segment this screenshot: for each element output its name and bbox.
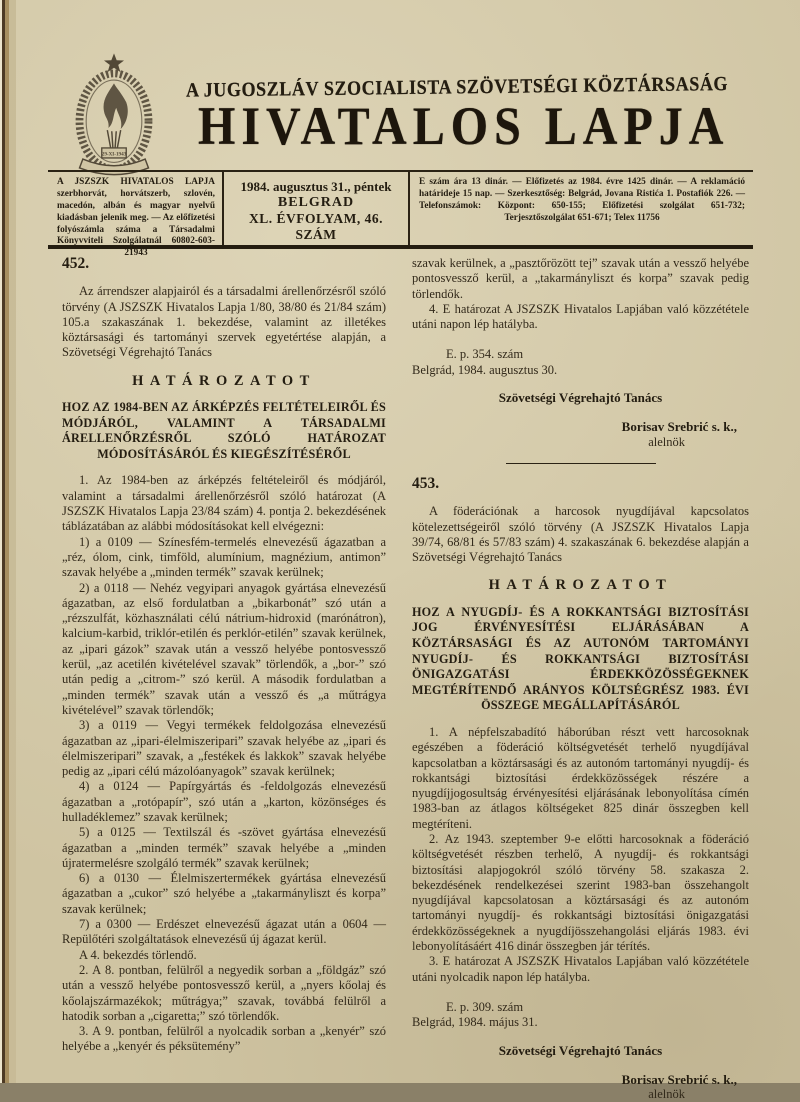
book-spine-edge: [0, 0, 16, 1083]
paragraph: 2. A 8. pontban, felülről a negyedik sorban a „földgáz” szó után a vessző helyébe pontosvessző kerül, a „nyers kőolaj és kőolajszármazékok; műtrágya;” szavak, továbbá felülről a hatodik sorban a „cigaretta;” szó törlendők.: [62, 962, 386, 1023]
torch-handles: [107, 130, 120, 148]
signer-title: alelnök: [648, 1087, 685, 1102]
paragraph: 2) a 0118 — Nehéz vegyipari anyagok gyártása elnevezésű ágazatban, az első fordulatban a „bikarbonát” szó után a „rézszulfát, közhasználati célú nátrium-hidroxid (marónátron), kalcium-karbid, triklór-etilén és perklór-etilén” szavak kerülnek, az „ipari gázok” szavak után a vessző helyébe pontosvessző kerül, „az acetilén kivételével szavak” törlendők, a „bor-” szó után pedig a „citrom-” szó kerül. A második fordulatban a „minden termék” szavak után a vessző és „a műtrágya kivételével” szavak törlendők;: [62, 580, 386, 717]
gazette-title: HIVATALOS LAPJA: [198, 97, 730, 157]
reference-number: E. p. 309. szám: [446, 999, 524, 1014]
flame-icon: [104, 83, 128, 129]
publication-info-bar: [48, 170, 753, 259]
decree-heading: HATÁROZATOT: [132, 372, 316, 389]
left-column: [62, 256, 386, 1055]
paragraph: 3. A 9. pontban, felülről a nyolcadik sorban a „kenyér” szó helyébe a „kenyér és péksütemény”: [62, 1024, 386, 1054]
organization-line: A JUGOSZLÁV SZOCIALISTA SZÖVETSÉGI KÖZTÁRSASÁG: [185, 72, 729, 102]
paragraph: 3. E határozat A JSZSZK Hivatalos Lapjában való közzététele utáni nyolcadik napon lép hatályba.: [412, 954, 749, 984]
place-date: Belgrád, 1984. május 31.: [412, 1015, 538, 1030]
paragraph: 3) a 0119 — Vegyi termékek feldolgozása elnevezésű ágazatban az „ipari-élelmiszeripari” szavak helyébe az „ipari és élelmiszeripari” szavak, a „festékek és lakkok” szavak helyébe pedig az „ipari célú mázolóanyagok” szavak kerülnek;: [62, 718, 386, 779]
article-number: 452.: [62, 255, 90, 272]
place-date: Belgrád, 1984. augusztus 30.: [412, 362, 558, 377]
right-column: [412, 256, 749, 1102]
paragraph: 5) a 0125 — Textilszál és -szövet gyártása elnevezésű ágazatban a „minden termék” szavak helyébe a „minden újratermelésre szolgáló termék” szavak kerülnek;: [62, 825, 386, 870]
decree-title: HOZ A NYUGDÍJ- ÉS A ROKKANTSÁGI BIZTOSÍTÁSI JOG ÉRVÉNYESÍTÉSI ELJÁRÁSÁBAN A KÖZTÁRSASÁGI ÉS AZ AUTONÓM TARTOMÁNYI NYUGDÍJ- ÉS ROKKANTSÁGI BIZTOSÍTÁSI ÖNIGAZGATÁSI ÉRDEKKÖZÖSSÉGEKNEK MEGTÉRÍTENDŐ ARÁNYOS KÖLTSÉGRÉSZ 1983. ÉVI ÖSSZEGE MEGÁLLAPÍTÁSÁRÓL: [412, 604, 749, 713]
paragraph: 6) a 0130 — Élelmiszertermékek gyártása elnevezésű ágazatban a „cukor” szó helyébe a „takarmányliszt és korpa” szavak kerülnek;: [62, 871, 386, 916]
publication-city: BELGRAD: [277, 195, 355, 210]
star-icon: [104, 53, 124, 72]
coat-of-arms-emblem: [58, 50, 170, 188]
signer-title: alelnök: [648, 434, 685, 449]
edition-languages-info: A JSZSZK HIVATALOS LAPJA szerbhorvát, horvátszerb, szlovén, macedón, albán és magyar nyelvű kiadásban jelenik meg. — Az előfizetési folyószámla száma a Társadalmi Könyvviteli Szolgálatnál 60802-603-21943: [48, 172, 224, 245]
issue-info: [224, 172, 410, 245]
issuer: Szövetségi Végrehajtó Tanács: [498, 390, 663, 406]
paragraph: A föderációnak a harcosok nyugdíjával kapcsolatos kötelezettségeiről szóló törvény (A JSZSZK Hivatalos Lapja 39/74, 68/81 és 57/83 szám) 4. szakaszának 6. bekezdése alapján a Szövetségi Végrehajtó Tanács: [412, 504, 749, 565]
paragraph: 1) a 0109 — Színesfém-termelés elnevezésű ágazatban a „réz, ólom, cink, timföld, alumínium, magnézium, antimon” szavak helyébe a „minden termék” szavak kerülnek;: [62, 534, 386, 580]
publication-date: 1984. augusztus 31., péntek: [240, 179, 392, 194]
reference-number: E. p. 354. szám: [446, 347, 524, 362]
paragraph: A 4. bekezdés törlendő.: [79, 947, 197, 962]
ribbon-date: 29-XI-1943: [101, 151, 127, 158]
paragraph: 4) a 0124 — Papírgyártás és -feldolgozás elnevezésű ágazatban a „rotópapír”, szó után a „karton, közönséges és hulladéklemez” szavak kerülnek;: [62, 779, 386, 824]
paragraph: 1. A népfelszabadító háborúban részt vett harcosoknak egészében a föderáció költségvetését terhelő nyugdíjával kapcsolatban a köztársasági és az autonóm tartományi nyugdíj- és rokkantsági biztosítási érdekközösségek részére a nyugdíjjogosultság érvényesítési eljárásának lebonyolítása címén 1983-ban az átlagos költségeket 825 dinár összegben kell megtéríteni.: [412, 724, 749, 831]
decree-heading: HATÁROZATOT: [488, 577, 673, 594]
section-divider: [506, 463, 656, 464]
decree-title: HOZ AZ 1984-BEN AZ ÁRKÉPZÉS FELTÉTELEIRŐL ÉS MÓDJÁRÓL, VALAMINT A TÁRSADALMI ÁRELLENŐRZÉSRŐL SZÓLÓ HATÁROZAT MÓDOSÍTÁSÁRÓL ÉS KIEGÉSZÍTÉSÉRŐL: [62, 400, 386, 461]
article-number: 453.: [412, 474, 440, 492]
paragraph: 4. E határozat A JSZSZK Hivatalos Lapjában való közzététele utáni napon lép hatályba.: [412, 301, 749, 332]
issuer: Szövetségi Végrehajtó Tanács: [498, 1042, 663, 1058]
price-contact-info: E szám ára 13 dinár. — Előfizetés az 1984. évre 1425 dinár. — A reklamáció határideje 15 nap. — Szerkesztőség: Belgrád, Jovana Ristića 1. Postafiók 226. — Telefonszámok: Központ: 650-155; Előfizetési szolgálat 651-732; Terjesztőszolgálat 651-671; Telex 11756: [419, 177, 745, 223]
volume-issue: XL. ÉVFOLYAM, 46. SZÁM: [249, 211, 383, 242]
paragraph: szavak kerülnek, a „pasztőrözött tej” szavak után a vessző helyébe pontosvessző kerül, a „takarmányliszt és korpa” szavak pedig törlendők.: [412, 256, 749, 301]
signer-name: Borisav Srebrić s. k.,: [621, 419, 737, 435]
paragraph: 1. Az 1984-ben az árképzés feltételeiről és módjáról, valamint a társadalmi árellenőrzésről szóló határozat (A JSZSZK Hivatalos Lapja 23/84 szám) 4. pontja 2. bekezdésének táblázatában az alábbi módosításokat kell elvégezni:: [62, 473, 386, 534]
paragraph: 7) a 0300 — Erdészet elnevezésű ágazat után a 0604 — Repülőtéri szolgáltatások elnevezésű új ágazat kerül.: [62, 917, 386, 947]
paragraph: Az árrendszer alapjairól és a társadalmi árellenőrzésről szóló törvény (A JSZSZK Hivatalos Lapja 1/80, 38/80 és 21/84 szám) 105.a szakaszának 1. bekezdése, valamint az illetékes köztársasági és tartományi szervek egyetértése alapján, a Szövetségi Végrehajtó Tanács: [62, 284, 386, 360]
signer-name: Borisav Srebrić s. k.,: [621, 1071, 737, 1087]
paragraph: 2. Az 1943. szeptember 9-e előtti harcosoknak a föderáció költségvetését részben terhelő, A nyugdíj- és rokkantsági biztosítási alapjogokról szóló törvény 58. szakasza 2. bekezdésének rendelkezései szerint 1983-ban összehangolt nyugdíjával kapcsolatosan a köztársasági és az autonóm tartományi nyugdíj- és rokkantsági biztosítási önigazgatási érdekközösségeknek a nyugdíjösszehangolási eljárás 1983. évi lebonyolításáért 416 dinár összegben jár térítés.: [412, 831, 749, 954]
